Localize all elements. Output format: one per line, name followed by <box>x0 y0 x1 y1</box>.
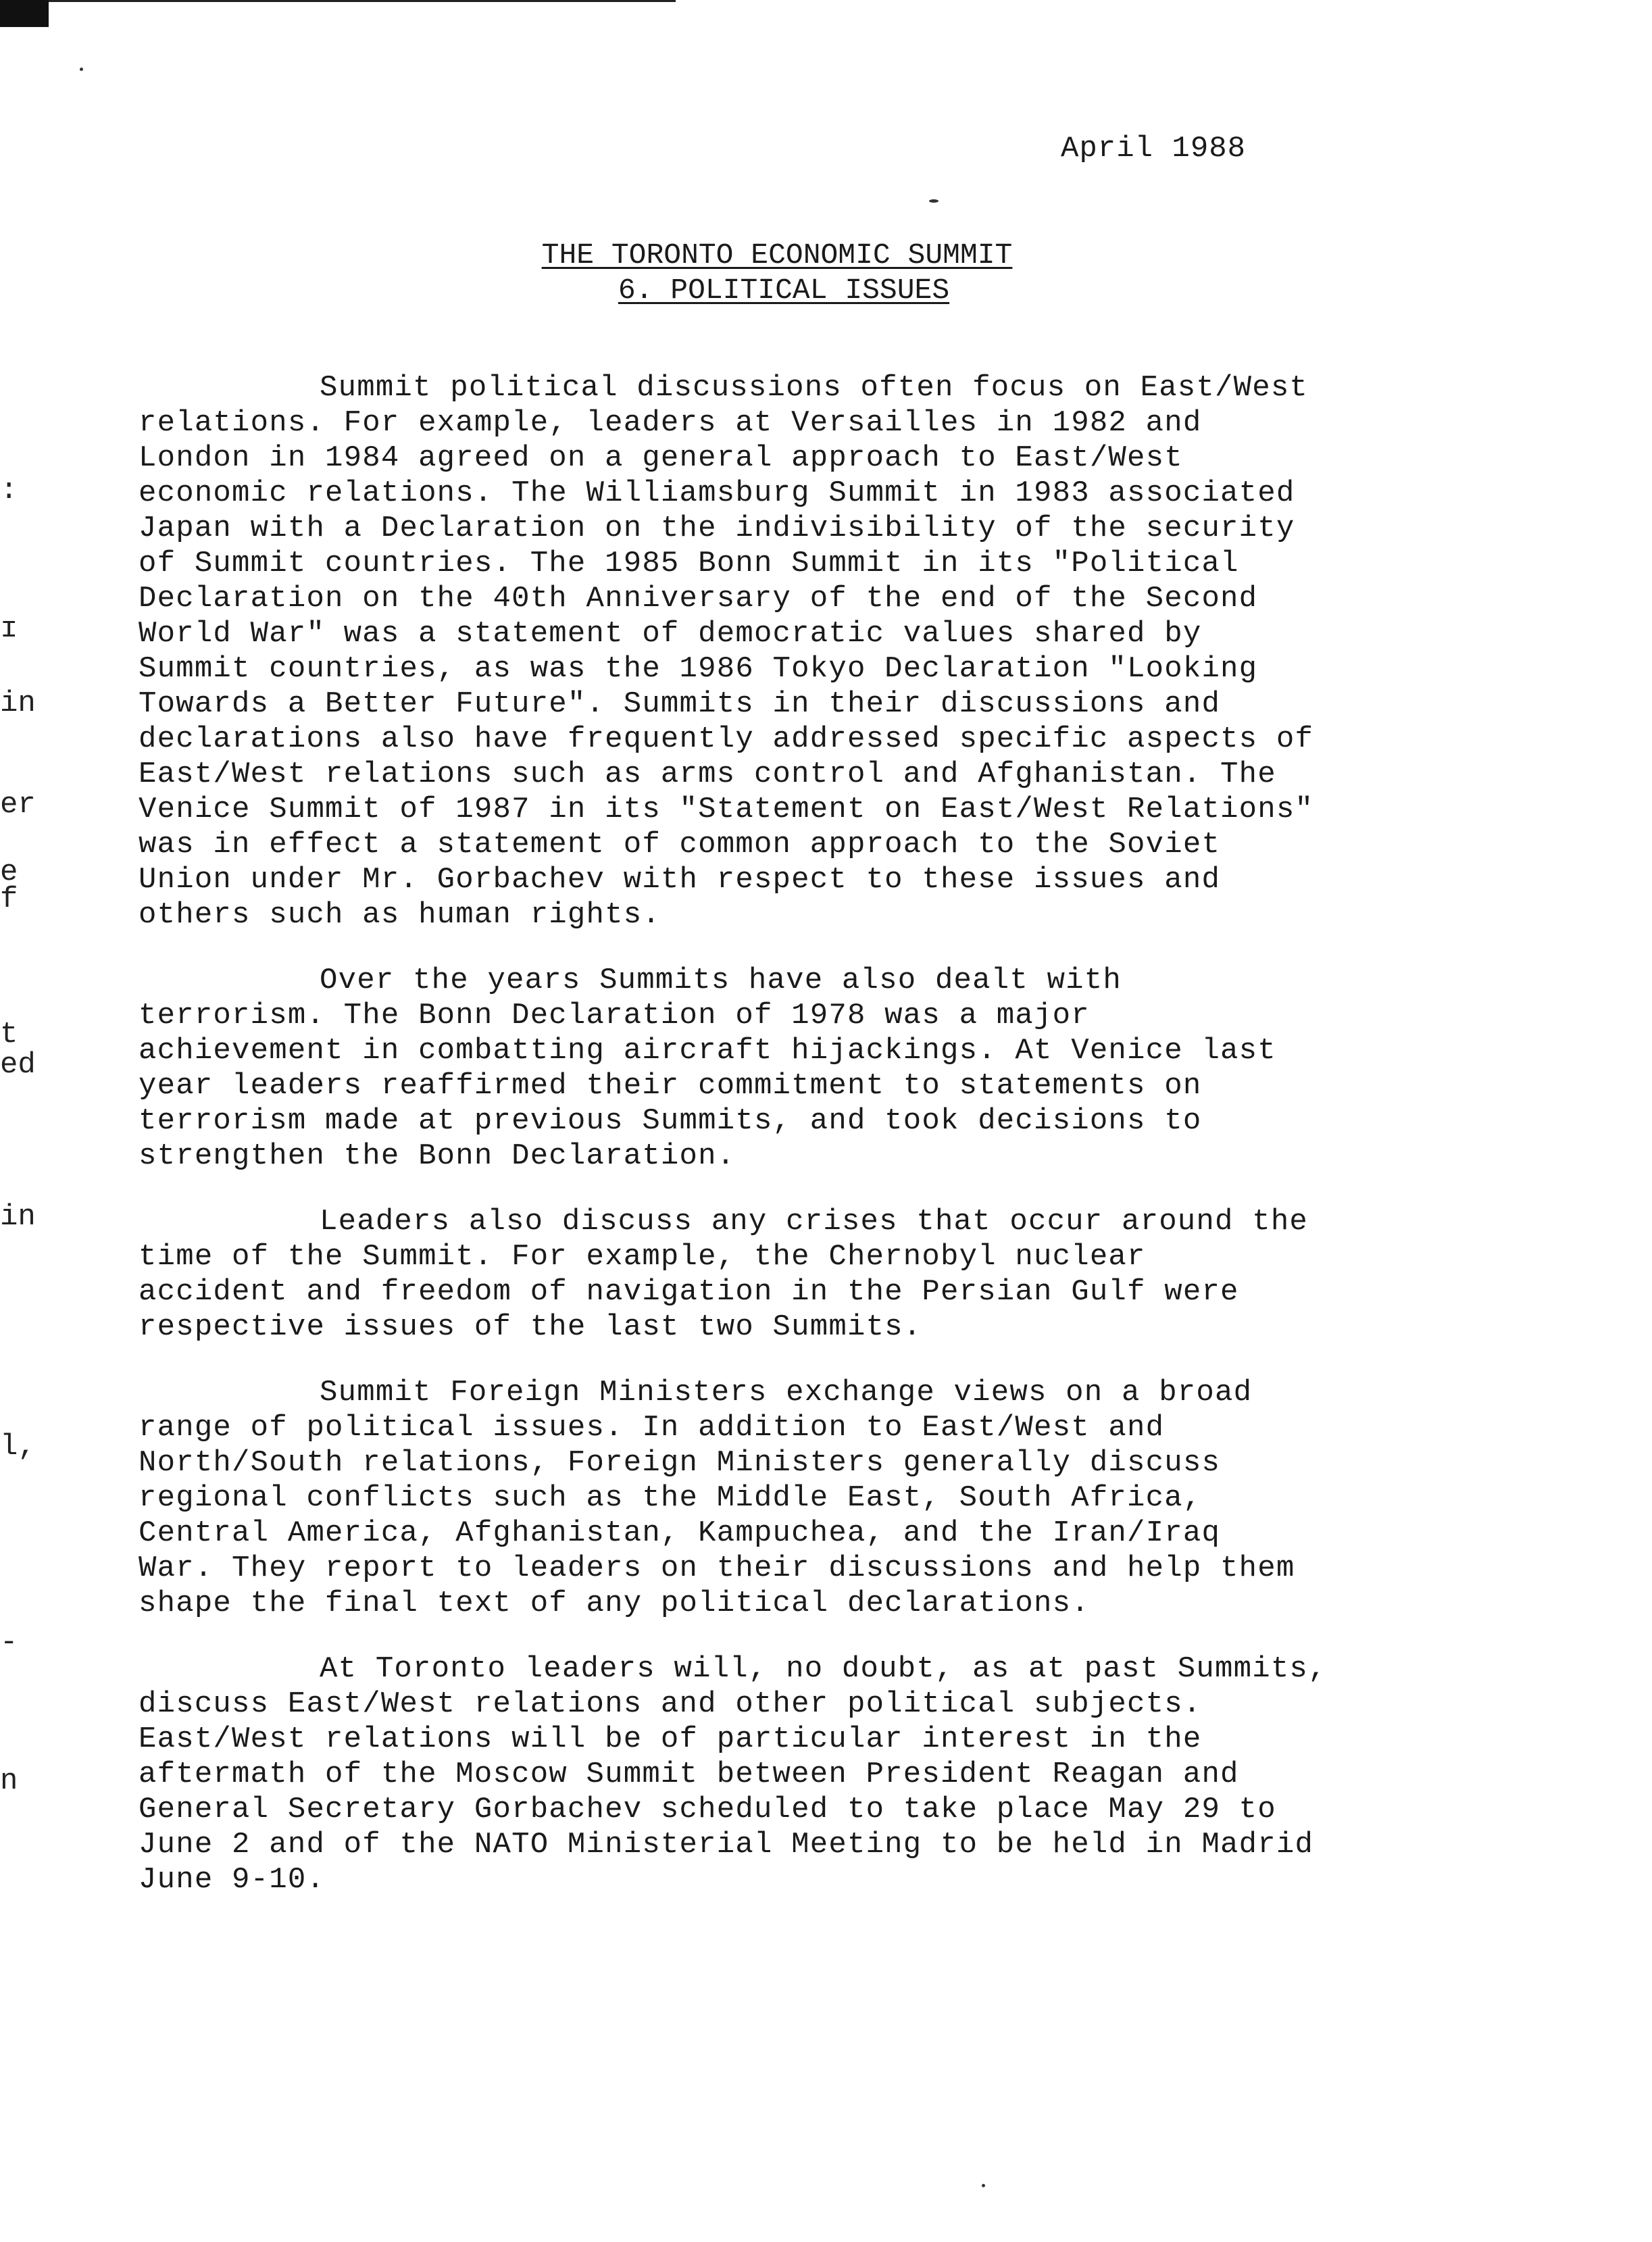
paragraph-line: Declaration on the 40th Anniversary of the end of the Second <box>139 582 1258 616</box>
margin-fragment: e <box>0 855 18 889</box>
margin-fragment: f <box>0 882 18 916</box>
paragraph-line: time of the Summit. For example, the Chernobyl nuclear <box>139 1240 1146 1274</box>
margin-fragment: : <box>0 474 18 507</box>
paragraph-line: Summit political discussions often focus on East/West <box>320 371 1309 405</box>
paragraph <box>139 1375 1463 1621</box>
title-block <box>473 238 1081 308</box>
paragraph-line: War. They report to leaders on their discussions and help them <box>139 1551 1295 1585</box>
paragraph-line: Summit Foreign Ministers exchange views on a broad <box>320 1376 1253 1410</box>
paragraph <box>139 963 1463 1174</box>
paragraph-line: General Secretary Gorbachev scheduled to take place May 29 to <box>139 1793 1276 1826</box>
margin-fragment: - <box>0 1626 18 1660</box>
paragraph-line: relations. For example, leaders at Versailles in 1982 and <box>139 406 1202 440</box>
document-subtitle: 6. POLITICAL ISSUES <box>618 274 950 307</box>
margin-fragment: t <box>0 1018 18 1051</box>
margin-fragment: in <box>0 1200 36 1234</box>
paragraph <box>139 370 1463 932</box>
paragraph-line: of Summit countries. The 1985 Bonn Summit in its "Political <box>139 547 1239 580</box>
document-title: THE TORONTO ECONOMIC SUMMIT <box>541 239 1013 272</box>
paragraph <box>139 1651 1463 1897</box>
scan-speck <box>982 2184 985 2187</box>
paragraph <box>139 1204 1463 1345</box>
margin-fragment: ɪ <box>0 612 18 646</box>
paragraph-line: others such as human rights. <box>139 898 661 932</box>
scan-speck <box>80 68 83 71</box>
paragraph-line: was in effect a statement of common approach to the Soviet <box>139 828 1221 862</box>
paragraph-line: terrorism. The Bonn Declaration of 1978 was a major <box>139 999 1090 1032</box>
document-date: April 1988 <box>1061 132 1247 166</box>
paragraph-line: North/South relations, Foreign Ministers generally discuss <box>139 1446 1221 1480</box>
paragraph-line: aftermath of the Moscow Summit between President Reagan and <box>139 1758 1239 1791</box>
paragraph-line: Leaders also discuss any crises that occur around the <box>320 1205 1309 1239</box>
paragraph-line: range of political issues. In addition to East/West and <box>139 1411 1165 1445</box>
scan-edge-line <box>0 0 676 2</box>
paragraph-line: accident and freedom of navigation in the Persian Gulf were <box>139 1275 1239 1309</box>
document-body <box>139 370 1463 1928</box>
paragraph-line: Summit countries, as was the 1986 Tokyo Declaration "Looking <box>139 652 1258 686</box>
paragraph-line: East/West relations such as arms control and Afghanistan. The <box>139 757 1276 791</box>
paragraph-line: discuss East/West relations and other political subjects. <box>139 1687 1202 1721</box>
paragraph-line: Japan with a Declaration on the indivisibility of the security <box>139 512 1295 545</box>
margin-fragment: n <box>0 1764 18 1798</box>
paragraph-line: World War" was a statement of democratic values shared by <box>139 617 1202 651</box>
paragraph-line: June 9-10. <box>139 1863 326 1897</box>
paragraph-line: Union under Mr. Gorbachev with respect to these issues and <box>139 863 1221 897</box>
margin-fragment: l, <box>0 1430 36 1464</box>
scan-corner-mark <box>0 0 49 27</box>
paragraph-line: Central America, Afghanistan, Kampuchea, and the Iran/Iraq <box>139 1516 1221 1550</box>
paragraph-line: strengthen the Bonn Declaration. <box>139 1139 736 1173</box>
paragraph-line: London in 1984 agreed on a general approach to East/West <box>139 441 1183 475</box>
paragraph-line: Towards a Better Future". Summits in their discussions and <box>139 687 1221 721</box>
margin-fragment: er <box>0 788 36 822</box>
margin-fragment: ed <box>0 1048 36 1082</box>
paragraph-line: Over the years Summits have also dealt with <box>320 964 1122 997</box>
paragraph-line: At Toronto leaders will, no doubt, as at past Summits, <box>320 1652 1327 1686</box>
paragraph-line: respective issues of the last two Summits. <box>139 1310 922 1344</box>
scan-speck <box>929 199 938 203</box>
paragraph-line: terrorism made at previous Summits, and took decisions to <box>139 1104 1202 1138</box>
paragraph-line: regional conflicts such as the Middle East, South Africa, <box>139 1481 1202 1515</box>
paragraph-line: declarations also have frequently addressed specific aspects of <box>139 722 1314 756</box>
paragraph-line: economic relations. The Williamsburg Summit in 1983 associated <box>139 476 1295 510</box>
paragraph-line: achievement in combatting aircraft hijackings. At Venice last <box>139 1034 1276 1068</box>
paragraph-line: Venice Summit of 1987 in its "Statement on East/West Relations" <box>139 793 1314 826</box>
margin-fragment: in <box>0 687 36 720</box>
paragraph-line: year leaders reaffirmed their commitment to statements on <box>139 1069 1202 1103</box>
paragraph-line: shape the final text of any political declarations. <box>139 1587 1090 1620</box>
paragraph-line: June 2 and of the NATO Ministerial Meeting to be held in Madrid <box>139 1828 1314 1862</box>
paragraph-line: East/West relations will be of particular interest in the <box>139 1722 1202 1756</box>
